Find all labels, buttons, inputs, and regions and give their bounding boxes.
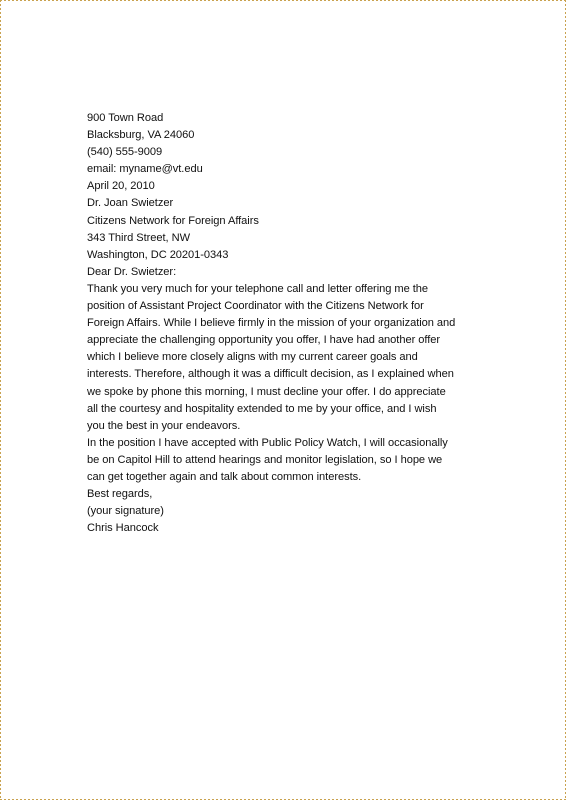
paragraph-line: appreciate the challenging opportunity you offer, I have had another offer	[87, 334, 440, 347]
sender-address-line-1: 900 Town Road	[87, 112, 164, 124]
paragraph-line: Foreign Affairs. While I believe firmly in the mission of your organization and	[87, 317, 456, 330]
sender-address-line-2: Blacksburg, VA 24060	[87, 129, 195, 142]
paragraph-line: can get together again and talk about common interests.	[87, 470, 362, 483]
paragraph-line: position of Assistant Project Coordinator with the Citizens Network for	[87, 300, 424, 313]
paragraph-line: you the best in your endeavors.	[87, 419, 241, 432]
paragraph-line: be on Capitol Hill to attend hearings and monitor legislation, so I hope we	[87, 453, 443, 466]
page-border-left	[0, 0, 1, 800]
letter-body	[87, 110, 487, 537]
paragraph-line: interests. Therefore, although it was a difficult decision, as I explained when	[87, 368, 454, 381]
recipient-street: 343 Third Street, NW	[87, 231, 190, 244]
paragraph-2	[87, 435, 487, 486]
paragraph-line: which I believe more closely aligns with my current career goals and	[87, 351, 418, 364]
signer-name: Chris Hancock	[87, 522, 159, 535]
signature-placeholder: (your signature)	[87, 505, 164, 518]
recipient-name: Dr. Joan Swietzer	[87, 197, 174, 210]
recipient-city: Washington, DC 20201-0343	[87, 248, 229, 261]
closing: Best regards,	[87, 488, 153, 501]
page-border-top	[0, 0, 566, 1]
paragraph-line: In the position I have accepted with Public Policy Watch, I will occasionally	[87, 436, 448, 449]
recipient-organization: Citizens Network for Foreign Affairs	[87, 214, 259, 227]
sender-phone: (540) 555-9009	[87, 146, 163, 159]
sender-email: email: myname@vt.edu	[87, 163, 203, 176]
paragraph-line: Thank you very much for your telephone call and letter offering me the	[87, 282, 429, 295]
paragraph-1	[87, 281, 487, 435]
letter-date: April 20, 2010	[87, 180, 155, 193]
paragraph-line: all the courtesy and hospitality extended to me by your office, and I wish	[87, 402, 437, 415]
salutation: Dear Dr. Swietzer:	[87, 265, 177, 278]
paragraph-line: we spoke by phone this morning, I must decline your offer. I do appreciate	[87, 385, 446, 398]
